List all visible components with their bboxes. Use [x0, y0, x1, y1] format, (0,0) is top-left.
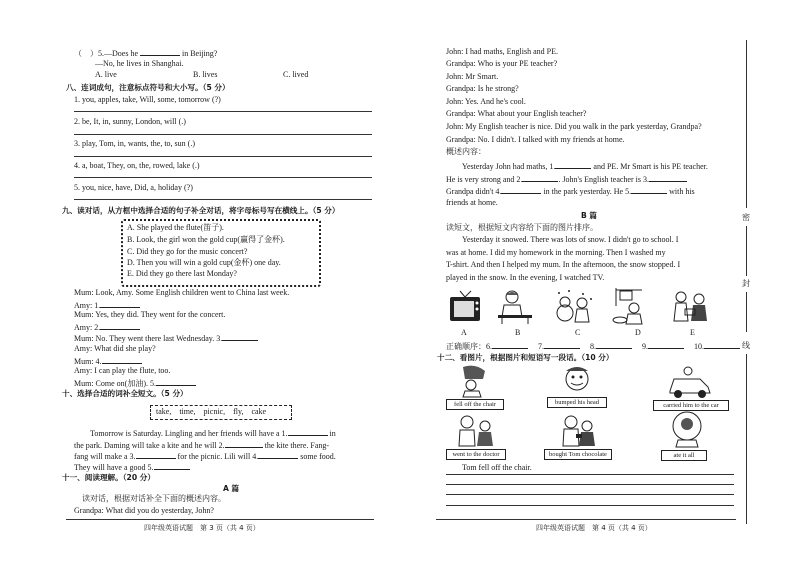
writing-line-2[interactable] [446, 484, 734, 485]
right-footer-rule [436, 519, 736, 520]
summary-blank-1[interactable] [555, 160, 591, 169]
sec10-line-1: Tomorrow is Saturday. Lingling and her friends will have a 1. in [90, 429, 336, 438]
summary-blank-4[interactable] [501, 185, 541, 194]
sec9-option-a: A. She played the flute(笛子). [127, 223, 224, 232]
bumped-head-picture [560, 365, 594, 397]
order-blank-7[interactable] [544, 340, 580, 349]
seal-line-top [746, 40, 747, 208]
sec9-blank-2[interactable] [100, 321, 140, 330]
ate-it-all-picture [668, 410, 706, 448]
summary-blank-3[interactable] [649, 173, 687, 182]
order-blank-6[interactable] [492, 340, 528, 349]
snow-play-picture [553, 289, 595, 325]
fall-chair-picture [457, 365, 493, 398]
sec9-option-d: D. Then you will win a gold cup(金杯) one day. [127, 258, 281, 267]
q5-stem: （ ）5.—Does he in Beijing? [74, 49, 218, 58]
order-row: 正确顺序：6. 7. 8. 9. 10. [446, 340, 740, 352]
seal-line-bottom [746, 354, 747, 524]
order-blank-10[interactable] [704, 340, 740, 349]
pic-label-b: B [515, 328, 521, 337]
sec10-line-3: fang will make a 3. for the picnic. Lili will 4. some food. [74, 452, 336, 461]
sec9-dialog-8: Amy: I can play the flute, too. [74, 366, 171, 375]
sec8-item-5: 5. you, nice, have, Did, a, holiday (?) [74, 183, 193, 192]
sec9-option-e: E. Did they go there last Monday? [127, 269, 237, 278]
sec10-blank-1[interactable] [288, 427, 328, 436]
sec10-blank-2[interactable] [225, 439, 263, 448]
seal-char-xian: 线 [742, 341, 750, 350]
caption-bought-chocolate: bought Tom chocolate [544, 449, 612, 460]
part-a-dialog-5: Grandpa: Is he strong? [446, 84, 519, 93]
summary-line-4: friends at home. [446, 198, 498, 207]
summary-blank-2[interactable] [522, 173, 558, 182]
sec10-blank-5[interactable] [154, 461, 190, 470]
sec9-blank-3[interactable] [222, 332, 258, 341]
seal-char-mi: 密 [742, 213, 750, 222]
pic-label-c: C [575, 328, 581, 337]
sec9-dialog-2: Amy: 1. [74, 299, 140, 311]
writing-line-3[interactable] [446, 494, 734, 495]
sec9-option-c: C. Did they go for the music concert? [127, 247, 248, 256]
part-b-text-1: Yesterday it snowed. There was lots of snow. I didn't go to school. I [462, 235, 679, 244]
sec10-blank-4[interactable] [258, 450, 298, 459]
q5-reply: —No, he lives in Shanghai. [95, 59, 184, 68]
part-b-text-3: T-shirt. And then I helped my mum. In the afternoon, the snow stopped. I [446, 260, 681, 269]
section-10-title: 十、选择合适的词补全短文。（5 分） [62, 389, 188, 398]
sec10-blank-3[interactable] [136, 450, 176, 459]
section-12-title: 十二、看图片，根据图片和短语写一段话。（10 分） [437, 353, 614, 362]
part-b-text-4: played in the snow. In the evening, I watched TV. [446, 273, 605, 282]
sec10-word-list: take, time, picnic, fly, cake [156, 407, 267, 416]
left-page-footer: 四年级英语试题 第 3 页（共 4 页） [144, 524, 260, 532]
sec9-blank-5[interactable] [156, 377, 196, 386]
part-a-dialog-9: Grandpa: No. I didn't. I talked with my friends at home. [446, 135, 625, 144]
sec8-answer-line-1[interactable] [74, 111, 372, 112]
seal-line-mid-1 [746, 226, 747, 276]
writing-line-1[interactable] [446, 474, 734, 475]
caption-fell-off-chair: fell off the chair [446, 399, 504, 410]
caption-went-to-doctor: went to the doctor [446, 449, 506, 460]
part-b-instruction: 读短文，根据短文内容给下面的图片排序。 [446, 223, 598, 232]
carry-to-car-picture [668, 365, 712, 399]
right-page-footer: 四年级英语试题 第 4 页（共 4 页） [536, 524, 652, 532]
summary-title: 概述内容： [446, 147, 486, 156]
order-blank-8[interactable] [596, 340, 632, 349]
helping-mum-picture [671, 289, 711, 325]
sec9-dialog-6: Amy: What did she play? [74, 344, 156, 353]
sec10-line-4: They will have a good 5. [74, 461, 190, 473]
part-a-title: A 篇 [223, 484, 240, 493]
sec9-dialog-7: Mum: 4. [74, 355, 142, 367]
part-a-dialog-2: John: I had maths, English and PE. [446, 47, 558, 56]
sec9-blank-4[interactable] [102, 355, 142, 364]
sec8-answer-line-2[interactable] [74, 134, 372, 135]
sec9-dialog-4: Amy: 2. [74, 321, 140, 333]
q5-option-b: B. lives [193, 70, 218, 79]
sec8-answer-line-5[interactable] [74, 199, 372, 200]
summary-line-2: He is very strong and 2. . John's English teacher is 3. [446, 173, 687, 185]
part-a-dialog-6: John: Yes. And he's cool. [446, 97, 526, 106]
sec9-option-b: B. Look, the girl won the gold cup(赢得了金杯). [127, 235, 285, 244]
q5-option-c: C. lived [283, 70, 309, 79]
sec8-item-1: 1. you, apples, take, Will, some, tomorrow (?) [74, 95, 221, 104]
part-a-dialog-4: John: Mr Smart. [446, 72, 499, 81]
summary-blank-5[interactable] [631, 185, 667, 194]
sec8-answer-line-4[interactable] [74, 177, 372, 178]
writing-line-4[interactable] [446, 505, 734, 506]
part-a-dialog-7: Grandpa: What about your English teacher? [446, 109, 587, 118]
part-a-dialog-8: John: My English teacher is nice. Did you walk in the park yesterday, Grandpa? [446, 122, 702, 131]
homework-picture [494, 289, 536, 325]
part-a-dialog-3: Grandpa: Who is your PE teacher? [446, 59, 558, 68]
q5-option-a: A. live [95, 70, 117, 79]
washing-picture [612, 286, 648, 326]
start-sentence: Tom fell off the chair. [462, 463, 532, 472]
sec9-dialog-3: Mum: Yes, they did. They went for the concert. [74, 310, 226, 319]
part-b-title: B 篇 [581, 211, 598, 220]
section-11-title: 十一、阅读理解。（20 分） [62, 473, 155, 482]
summary-line-1: Yesterday John had maths, 1. and PE. Mr Smart is his PE teacher. [462, 162, 708, 171]
q5-blank[interactable] [140, 47, 180, 56]
section-9-title: 九、读对话，从方框中选择合适的句子补全对话，将字母标号写在横线上。（5 分） [62, 206, 340, 215]
chocolate-picture [559, 412, 599, 448]
order-blank-9[interactable] [648, 340, 684, 349]
sec8-item-2: 2. be, It, in, sunny, London, will (.) [74, 117, 186, 126]
part-b-text-2: was at home. I did my homework in the morning. Then I washed my [446, 248, 666, 257]
seal-line-mid-2 [746, 292, 747, 332]
summary-line-3: Grandpa didn't 4. in the park yesterday. He 5. with his [446, 187, 695, 196]
section-8-title: 八、连词成句，注意标点符号和大小写。（5 分） [66, 83, 230, 92]
sec8-answer-line-3[interactable] [74, 156, 372, 157]
sec8-item-3: 3. play, Tom, in, wants, the, to, sun (.) [74, 139, 195, 148]
seal-char-feng: 封 [742, 279, 750, 288]
pic-label-e: E [690, 328, 695, 337]
caption-carried-to-car: carried him to the car [653, 400, 729, 411]
tv-picture [448, 289, 482, 325]
sec10-line-2: the park. Daming will take a kite and he will 2. the kite there. Fang- [74, 441, 330, 450]
doctor-picture [457, 412, 497, 448]
sec9-blank-1[interactable] [100, 299, 140, 308]
pic-label-a: A [461, 328, 467, 337]
left-footer-rule [66, 519, 374, 520]
sec9-dialog-1: Mum: Look, Amy. Some English children went to China last week. [74, 288, 290, 297]
caption-ate-it-all: ate it all [661, 450, 707, 461]
sec9-dialog-5: Mum: No. They went there last Wednesday. 3. [74, 332, 258, 344]
pic-label-d: D [635, 328, 641, 337]
part-a-dialog-1: Grandpa: What did you do yesterday, John? [74, 506, 214, 515]
sec9-dialog-9: Mum: Come on(加油). 5. [74, 377, 196, 389]
caption-bumped-head: bumped his head [547, 397, 607, 408]
sec8-item-4: 4. a, boat, They, on, the, rowed, lake (.) [74, 161, 200, 170]
part-a-instruction: 读对话，根据对话补全下面的概述内容。 [82, 494, 226, 503]
